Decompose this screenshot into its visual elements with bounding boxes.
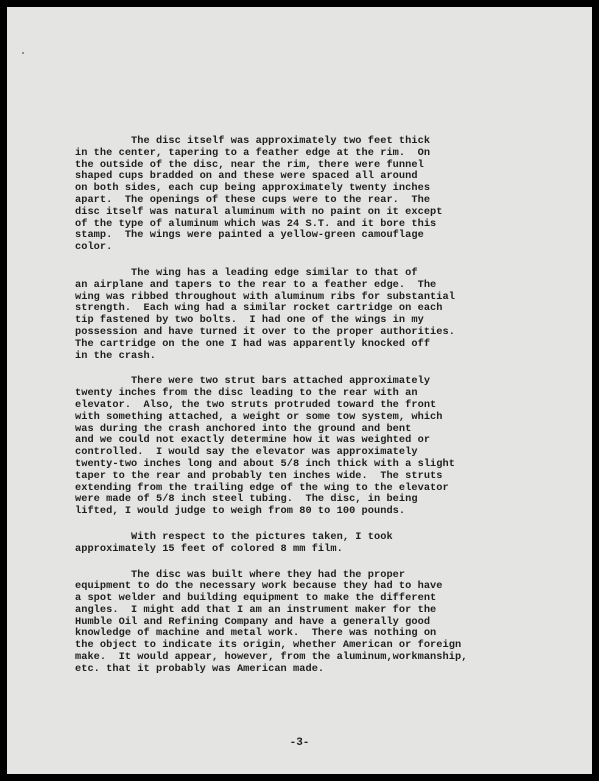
text-line: controlled. I would say the elevator was approximately bbox=[75, 446, 418, 459]
text-line: apart. The openings of these cups were to the rear. The bbox=[75, 193, 431, 206]
text-line: in the crash. bbox=[75, 349, 156, 362]
text-line: etc. that it probably was American made. bbox=[75, 662, 325, 675]
text-line: extending from the trailing edge of the wing to the elevator bbox=[75, 481, 449, 494]
text-line: twenty-two inches long and about 5/8 inch thick with a slight bbox=[75, 457, 455, 470]
text-line: an airplane and tapers to the rear to a feather edge. The bbox=[75, 278, 437, 291]
paragraph bbox=[75, 376, 545, 518]
text-line: elevator. Also, the two struts protruded toward the front bbox=[75, 398, 437, 411]
text-line: tip fastened by two bolts. I had one of the wings in my bbox=[75, 314, 424, 327]
text-line: were made of 5/8 inch steel tubing. The disc, in being bbox=[75, 493, 418, 506]
text-line: lifted, I would judge to weigh from 80 to 100 pounds. bbox=[75, 505, 406, 518]
paragraph bbox=[75, 268, 545, 362]
text-line: wing was ribbed throughout with aluminum ribs for substantial bbox=[75, 290, 455, 303]
text-line: equipment to do the necessary work because they had to have bbox=[75, 580, 443, 593]
text-line: The wing has a leading edge similar to that of bbox=[75, 266, 418, 279]
document-page bbox=[7, 7, 592, 774]
text-line: in the center, tapering to a feather edge at the rim. On bbox=[75, 146, 431, 159]
text-line: knowledge of machine and metal work. There was nothing on bbox=[75, 627, 437, 640]
text-line: color. bbox=[75, 241, 113, 254]
text-line: There were two strut bars attached approximately bbox=[75, 375, 431, 388]
text-line: Humble Oil and Refining Company and have a generally good bbox=[75, 615, 431, 628]
text-line: the object to indicate its origin, whether American or foreign bbox=[75, 639, 462, 652]
text-line: With respect to the pictures taken, I took bbox=[75, 530, 393, 543]
document-body bbox=[75, 136, 545, 690]
text-line: The cartridge on the one I had was apparently knocked off bbox=[75, 337, 431, 350]
text-line: disc itself was natural aluminum with no paint on it except bbox=[75, 205, 443, 218]
text-line: twenty inches from the disc leading to the rear with an bbox=[75, 387, 418, 400]
text-line: The disc was built where they had the proper bbox=[75, 568, 406, 581]
text-line: make. It would appear, however, from the aluminum,workmanship, bbox=[75, 651, 468, 664]
text-line: taper to the rear and probably ten inches wide. The struts bbox=[75, 469, 443, 482]
text-line: was during the crash anchored into the ground and bent bbox=[75, 422, 412, 435]
text-line: a spot welder and building equipment to make the different bbox=[75, 592, 437, 605]
paragraph bbox=[75, 136, 545, 254]
text-line: strength. Each wing had a similar rocket cartridge on each bbox=[75, 302, 443, 315]
page-number: -3- bbox=[289, 737, 310, 749]
text-line: approximately 15 feet of colored 8 mm film. bbox=[75, 542, 343, 555]
text-line: on both sides, each cup being approximately twenty inches bbox=[75, 182, 431, 195]
text-line: with something attached, a weight or some tow system, which bbox=[75, 410, 443, 423]
text-line: shaped cups bradded on and these were spaced all around bbox=[75, 170, 418, 183]
text-line: The disc itself was approximately two feet thick bbox=[75, 135, 431, 147]
text-line: angles. I might add that I am an instrument maker for the bbox=[75, 603, 437, 616]
text-line: and we could not exactly determine how it was weighted or bbox=[75, 434, 431, 447]
paragraph bbox=[75, 532, 545, 556]
text-line: the outside of the disc, near the rim, there were funnel bbox=[75, 158, 424, 171]
paper-speck bbox=[22, 52, 24, 54]
text-line: stamp. The wings were painted a yellow-green camouflage bbox=[75, 229, 424, 242]
paragraph bbox=[75, 570, 545, 676]
text-line: possession and have turned it over to the proper authorities. bbox=[75, 325, 455, 338]
text-line: of the type of aluminum which was 24 S.T. and it bore this bbox=[75, 217, 437, 230]
